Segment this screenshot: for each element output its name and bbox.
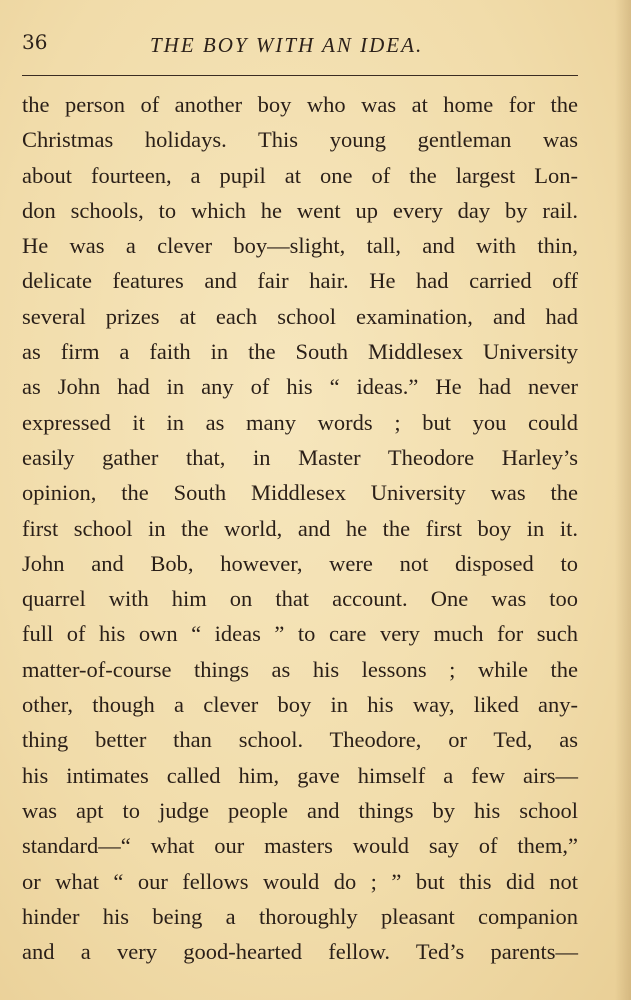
header-rule: [22, 75, 578, 76]
text-line: other, though a clever boy in his way, liked any-: [22, 692, 578, 718]
text-line: standard—“ what our masters would say of them,”: [22, 833, 578, 859]
text-line: He was a clever boy—slight, tall, and with thin,: [22, 233, 578, 259]
text-line: as John had in any of his “ ideas.” He had never: [22, 374, 578, 400]
text-line: as firm a faith in the South Middlesex University: [22, 339, 578, 365]
text-line: thing better than school. Theodore, or Ted, as: [22, 727, 578, 753]
text-line: several prizes at each school examination, and had: [22, 303, 578, 329]
text-line: full of his own “ ideas ” to care very much for such: [22, 621, 578, 647]
text-line: don schools, to which he went up every day by rail.: [22, 197, 578, 223]
text-line: expressed it in as many words ; but you could: [22, 409, 578, 435]
text-line: the person of another boy who was at home for the: [22, 92, 578, 117]
body-text: [22, 87, 578, 969]
text-line: quarrel with him on that account. One was too: [22, 586, 578, 612]
text-line: John and Bob, however, were not disposed to: [22, 550, 578, 576]
text-line: matter-of-course things as his lessons ; while the: [22, 656, 578, 682]
page-edge-shadow: [615, 0, 631, 1000]
page-number: 36: [22, 30, 48, 54]
text-line: about fourteen, a pupil at one of the largest Lon-: [22, 162, 578, 188]
text-line: Christmas holidays. This young gentleman was: [22, 127, 578, 153]
running-head: THE BOY WITH AN IDEA.: [150, 33, 424, 57]
text-line: opinion, the South Middlesex University was the: [22, 480, 578, 506]
text-line: his intimates called him, gave himself a few airs—: [22, 762, 578, 788]
text-line: and a very good-hearted fellow. Ted’s parents—: [22, 939, 578, 965]
text-line: or what “ our fellows would do ; ” but this did not: [22, 868, 578, 894]
text-line: first school in the world, and he the first boy in it.: [22, 515, 578, 541]
text-line: was apt to judge people and things by his school: [22, 797, 578, 823]
text-line: hinder his being a thoroughly pleasant companion: [22, 903, 578, 929]
text-line: easily gather that, in Master Theodore Harley’s: [22, 444, 578, 470]
text-line: delicate features and fair hair. He had carried off: [22, 268, 578, 294]
